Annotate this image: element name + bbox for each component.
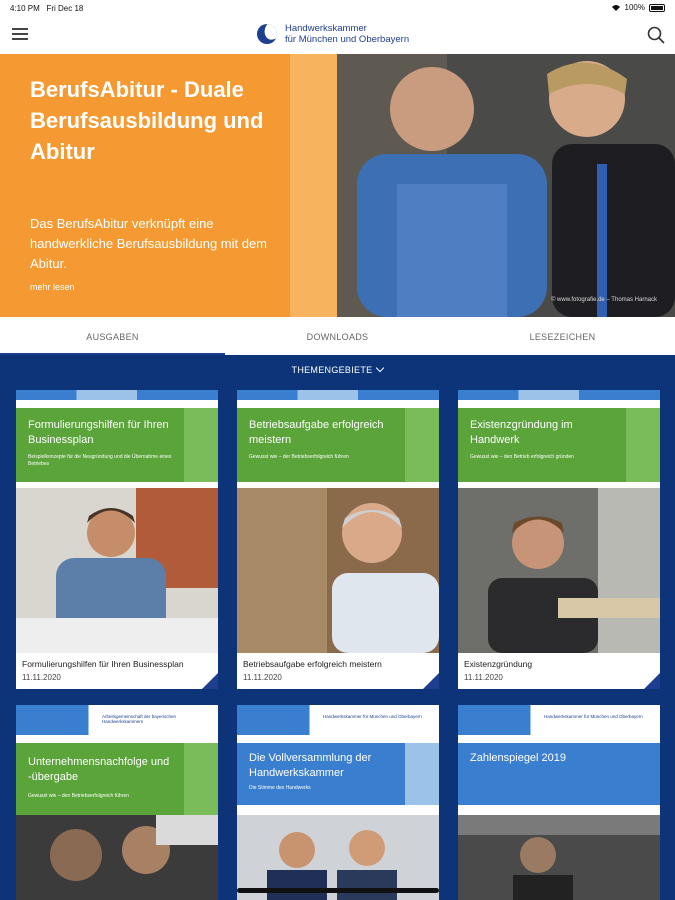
card-title: Existenzgründung [464, 659, 533, 669]
battery-percent: 100% [624, 3, 645, 12]
cover-photo [16, 815, 218, 900]
cover-band [237, 408, 405, 482]
card-meta [16, 653, 218, 689]
card-date: 11.11.2020 [243, 673, 282, 682]
cover-title: Zahlenspiegel 2019 [470, 752, 567, 764]
cover-band [16, 743, 184, 815]
read-more-link[interactable]: mehr lesen [30, 282, 75, 292]
issue-card[interactable] [458, 705, 660, 900]
hero-photo [337, 54, 675, 317]
logo-text: Handwerkskammer für München und Oberbayern [285, 23, 410, 45]
cover-title: Betriebsaufgabe erfolgreich meistern [249, 419, 384, 446]
card-title: Formulierungshilfen für Ihren Businessplan [22, 659, 184, 669]
battery-icon [649, 4, 665, 12]
hero-title: BerufsAbitur - Duale Berufsausbildung und Abitur [30, 77, 264, 164]
photo-credit: © www.fotografie.de – Thomas Harnack [550, 297, 657, 303]
hero-accent [290, 54, 337, 317]
cover-stripe [16, 390, 218, 400]
cover-publisher: Handwerkskammer für München und Oberbayern [323, 714, 422, 719]
issue-card[interactable] [237, 390, 439, 689]
cover-accent [184, 743, 218, 815]
tab-downloads[interactable]: DOWNLOADS [306, 332, 369, 342]
topic-filter[interactable]: THEMENGEBIETE [0, 365, 675, 375]
issue-card[interactable] [16, 390, 218, 689]
issue-card[interactable] [16, 705, 218, 900]
cover-band [16, 408, 184, 482]
card-date: 11.11.2020 [464, 673, 503, 682]
menu-icon[interactable] [12, 28, 28, 42]
card-corner-icon [202, 673, 218, 689]
cover-title: Formulierungshilfen für Ihren Businessplan [28, 419, 169, 446]
cover-band [458, 408, 626, 482]
card-corner-icon [644, 673, 660, 689]
app-bar [0, 18, 675, 54]
logo[interactable] [257, 23, 409, 45]
cover-stripe [458, 390, 660, 400]
cover-title: Die Vollversammlung der Handwerkskammer [249, 752, 372, 779]
cover-subtitle: Beispielkonzepte für die Neugründung und die Übernahme eines Betriebes [28, 454, 172, 467]
tab-ausgaben[interactable]: AUSGABEN [0, 317, 225, 355]
issue-card[interactable] [237, 705, 439, 900]
cover-subtitle: Gewusst wie – den Betriebserfolgreich führen [28, 793, 129, 799]
cover-accent [405, 408, 439, 482]
issues-grid [0, 355, 675, 900]
cover-topband [237, 705, 439, 735]
card-title: Betriebsaufgabe erfolgreich meistern [243, 659, 382, 669]
cover-accent [626, 408, 660, 482]
home-indicator[interactable] [237, 888, 439, 893]
cover-band [458, 743, 660, 805]
hero-photo-illustration [337, 54, 675, 317]
cover-subtitle: Gewusst wie – den Betrieb erfolgreich gründen [470, 454, 574, 460]
tab-bar [0, 317, 675, 355]
card-date: 11.11.2020 [22, 673, 61, 682]
cover-title: Unternehmensnachfolge und -übergabe [28, 756, 170, 783]
chevron-down-icon [376, 364, 384, 372]
cover-photo [16, 488, 218, 653]
cover-accent [184, 408, 218, 482]
tab-lesezeichen[interactable]: LESEZEICHEN [529, 332, 596, 342]
cover-photo [237, 488, 439, 653]
logo-mark-icon [257, 24, 277, 44]
search-icon[interactable] [647, 26, 665, 44]
cover-publisher: Arbeitsgemeinschaft der bayerischen Handwerkskammern [102, 714, 177, 724]
cover-photo [458, 488, 660, 653]
cover-subtitle: Die Stimme des Handwerks [249, 785, 311, 791]
card-meta [458, 653, 660, 689]
wifi-icon [611, 4, 621, 12]
status-bar [0, 0, 675, 18]
issue-card[interactable] [458, 390, 660, 689]
status-time: 4:10 PM Fri Dec 18 [10, 4, 84, 13]
cover-accent [405, 743, 439, 805]
cover-publisher: Handwerkskammer für München und Oberbayern [544, 714, 643, 719]
cover-subtitle: Gewusst wie – der Betriebserfolgreich führen [249, 454, 349, 460]
hero-text: Das BerufsAbitur verknüpft eine handwerkliche Berufsausbildung mit dem Abitur. [30, 216, 268, 271]
cover-topband [458, 705, 660, 735]
cover-photo [458, 815, 660, 900]
card-meta [237, 653, 439, 689]
hero-banner[interactable] [0, 54, 675, 317]
cover-band [237, 743, 405, 805]
status-right [611, 3, 665, 12]
cover-title: Existenzgründung im Handwerk [470, 419, 573, 446]
cover-stripe [237, 390, 439, 400]
card-corner-icon [423, 673, 439, 689]
